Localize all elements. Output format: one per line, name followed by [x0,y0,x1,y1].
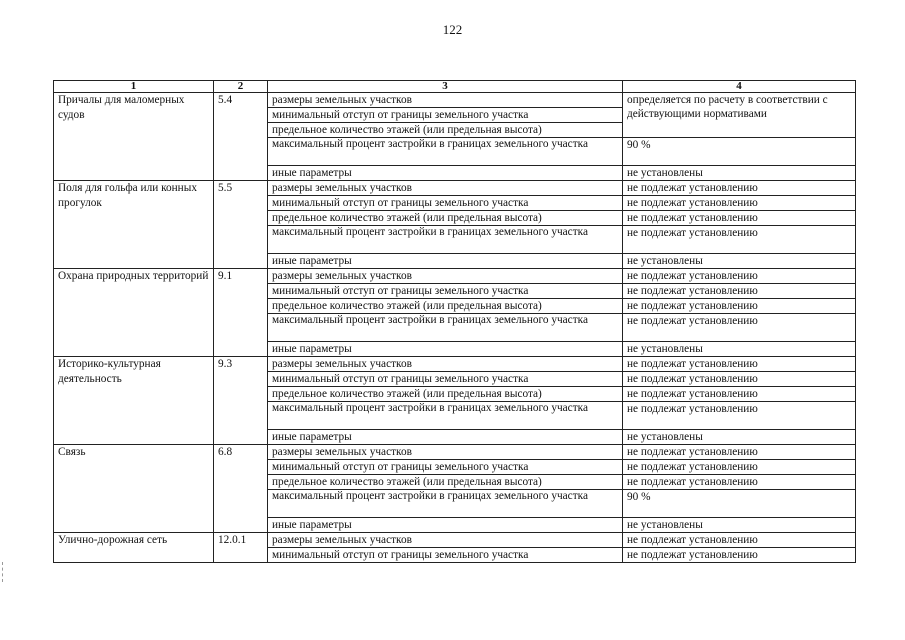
param-value: не подлежат установлению [623,314,856,342]
land-use-code: 12.0.1 [214,533,268,563]
param-label: размеры земельных участков [268,181,623,196]
param-value: не подлежат установлению [623,533,856,548]
header-col-1: 1 [54,81,214,93]
param-label: минимальный отступ от границы земельного участка [268,460,623,475]
table-row [54,93,856,108]
param-value: не установлены [623,342,856,357]
param-value: не подлежат установлению [623,211,856,226]
param-label: максимальный процент застройки в границах земельного участка [268,490,623,518]
land-use-code: 5.4 [214,93,268,181]
param-label: иные параметры [268,430,623,445]
land-use-code: 9.3 [214,357,268,445]
param-label: максимальный процент застройки в границах земельного участка [268,138,623,166]
param-value: не установлены [623,518,856,533]
param-label: предельное количество этажей (или предельная высота) [268,387,623,402]
param-label: предельное количество этажей (или предельная высота) [268,211,623,226]
table-row [54,181,856,196]
param-label: минимальный отступ от границы земельного участка [268,108,623,123]
param-value: не подлежат установлению [623,196,856,211]
param-label: предельное количество этажей (или предельная высота) [268,299,623,314]
table-row [54,445,856,460]
table-row [54,533,856,548]
param-value: не подлежат установлению [623,402,856,430]
param-label: минимальный отступ от границы земельного участка [268,372,623,387]
land-use-name: Улично-дорожная сеть [54,533,214,563]
land-use-code: 9.1 [214,269,268,357]
param-label: иные параметры [268,518,623,533]
param-label: максимальный процент застройки в границах земельного участка [268,314,623,342]
land-use-code: 5.5 [214,181,268,269]
param-label: максимальный процент застройки в границах земельного участка [268,226,623,254]
param-value: не подлежат установлению [623,460,856,475]
param-value: не подлежат установлению [623,284,856,299]
param-value: 90 % [623,138,856,166]
land-use-name: Связь [54,445,214,533]
param-label: размеры земельных участков [268,533,623,548]
land-use-name: Историко-культурная деятельность [54,357,214,445]
param-value: не подлежат установлению [623,299,856,314]
param-value: не подлежат установлению [623,226,856,254]
param-label: иные параметры [268,166,623,181]
param-label: иные параметры [268,254,623,269]
header-col-4: 4 [623,81,856,93]
param-value: 90 % [623,490,856,518]
param-label: минимальный отступ от границы земельного участка [268,284,623,299]
param-value: не подлежат установлению [623,372,856,387]
land-use-name: Причалы для маломерных судов [54,93,214,181]
param-value: не подлежат установлению [623,269,856,284]
param-label: максимальный процент застройки в границах земельного участка [268,402,623,430]
land-use-name: Охрана природных территорий [54,269,214,357]
page-number: 122 [442,22,463,37]
param-label: размеры земельных участков [268,269,623,284]
param-label: минимальный отступ от границы земельного участка [268,548,623,563]
param-label: иные параметры [268,342,623,357]
param-label: размеры земельных участков [268,445,623,460]
param-value: не подлежат установлению [623,548,856,563]
table-row [54,269,856,284]
param-value: не установлены [623,254,856,269]
land-use-code: 6.8 [214,445,268,533]
param-label: предельное количество этажей (или предельная высота) [268,475,623,490]
param-label: предельное количество этажей (или предельная высота) [268,123,623,138]
param-label: размеры земельных участков [268,357,623,372]
param-value: определяется по расчету в соответствии с действующими нормативами [623,93,856,138]
header-row [54,81,856,93]
param-value: не подлежат установлению [623,445,856,460]
scan-edge-mark [2,562,5,582]
param-label: минимальный отступ от границы земельного участка [268,196,623,211]
land-use-name: Поля для гольфа или конных прогулок [54,181,214,269]
header-col-3: 3 [268,81,623,93]
header-col-2: 2 [214,81,268,93]
parameters-table [53,80,856,563]
param-value: не подлежат установлению [623,387,856,402]
param-value: не установлены [623,166,856,181]
table-row [54,357,856,372]
param-value: не подлежат установлению [623,357,856,372]
param-value: не подлежат установлению [623,181,856,196]
param-label: размеры земельных участков [268,93,623,108]
param-value: не установлены [623,430,856,445]
param-value: не подлежат установлению [623,475,856,490]
